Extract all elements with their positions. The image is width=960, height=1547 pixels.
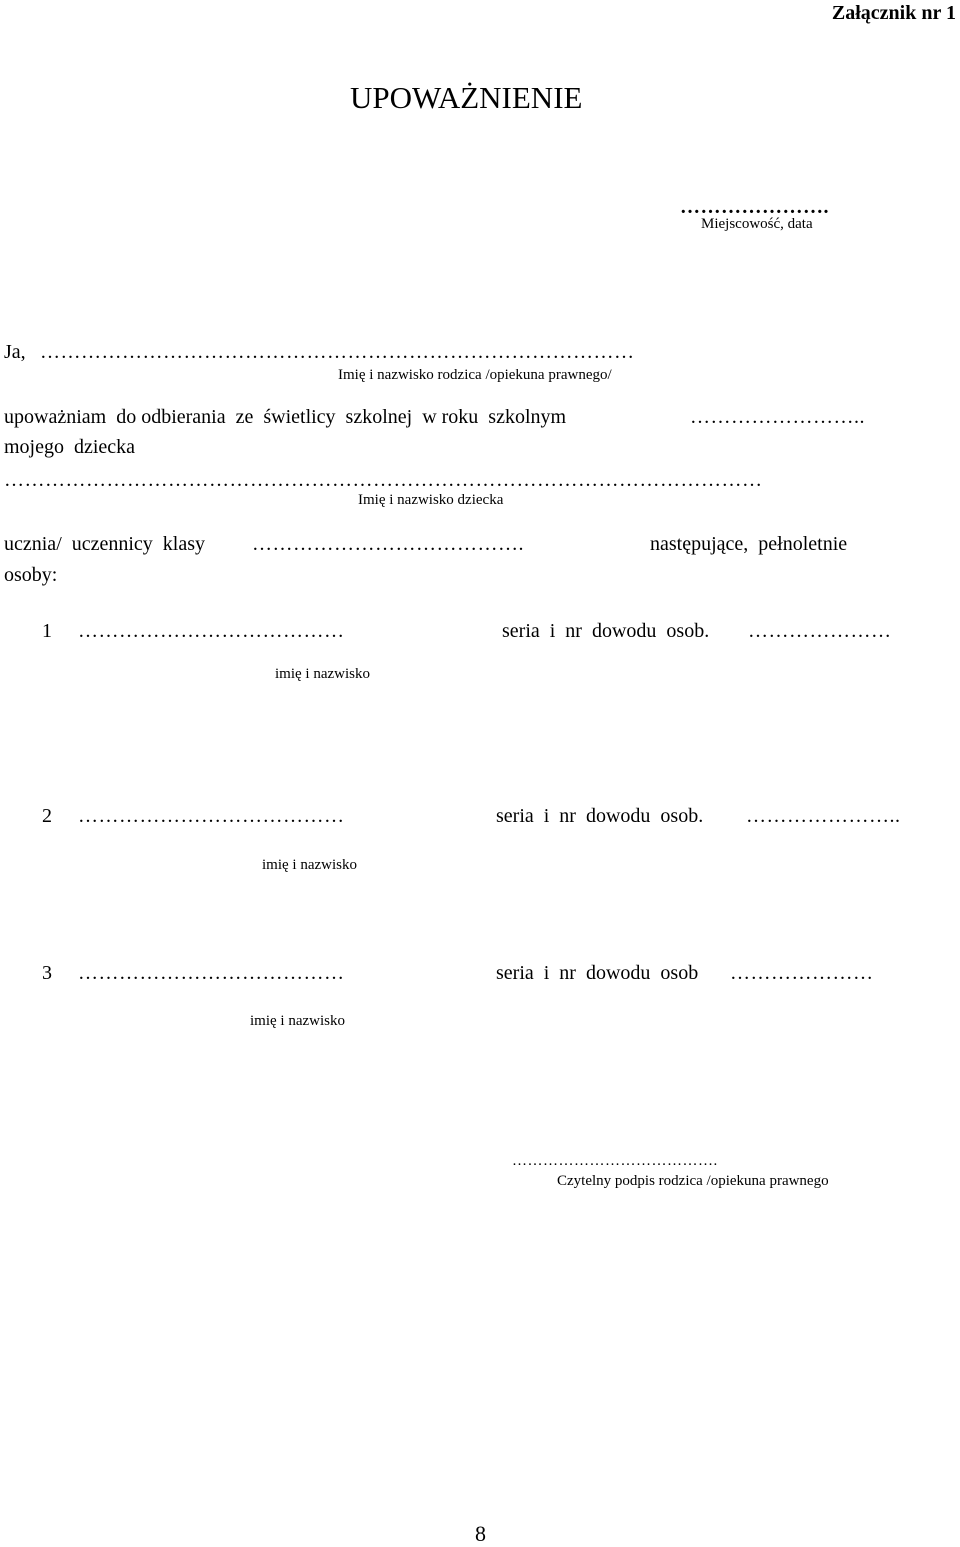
authorization-text: upoważniam do odbierania ze świetlicy szkolnej w roku szkolnym (4, 406, 567, 428)
person-number: 2 (42, 805, 52, 827)
id-number-label: seria i nr dowodu osob. (502, 620, 710, 642)
attachment-label: Załącznik nr 1 (831, 2, 956, 24)
id-number-dots: ………………….. (746, 805, 901, 827)
ja-prefix: Ja, (4, 341, 26, 363)
signature-caption: Czytelny podpis rodzica /opiekuna prawnego (557, 1173, 829, 1189)
parent-name-dots: …………………………………………………………………………… (40, 341, 635, 363)
person-name-dots: ………………………………… (78, 805, 345, 827)
id-number-label: seria i nr dowodu osob (496, 962, 699, 984)
person-number: 1 (42, 620, 52, 642)
id-number-dots: ………………… (748, 620, 892, 642)
parent-name-caption: Imię i nazwisko rodzica /opiekuna prawnego/ (338, 367, 612, 383)
person-name-caption: imię i nazwisko (275, 666, 370, 682)
persons-text: osoby: (4, 564, 58, 586)
person-name-caption: imię i nazwisko (250, 1013, 345, 1029)
my-child-text: mojego dziecka (4, 436, 136, 458)
document-title: UPOWAŻNIENIE (350, 80, 583, 115)
place-date-dots: …………………. (680, 196, 829, 218)
child-name-caption: Imię i nazwisko dziecka (358, 492, 504, 508)
person-name-caption: imię i nazwisko (262, 857, 357, 873)
class-dots: …………………………………. (252, 533, 524, 555)
child-name-dots: ………………………………………………………………………………………………… (4, 469, 763, 491)
school-year-dots: …………………….. (690, 406, 865, 428)
signature-dots: …………………………………. (512, 1153, 718, 1169)
person-number: 3 (42, 962, 52, 984)
id-number-dots: ………………… (730, 962, 874, 984)
id-number-label: seria i nr dowodu osob. (496, 805, 704, 827)
pupil-class-text: ucznia/ uczennicy klasy (4, 533, 206, 555)
place-date-label: Miejscowość, data (701, 216, 813, 232)
person-name-dots: ………………………………… (78, 620, 345, 642)
following-adults-text: następujące, pełnoletnie (650, 533, 848, 555)
page-number: 8 (475, 1521, 486, 1546)
person-name-dots: ………………………………… (78, 962, 345, 984)
